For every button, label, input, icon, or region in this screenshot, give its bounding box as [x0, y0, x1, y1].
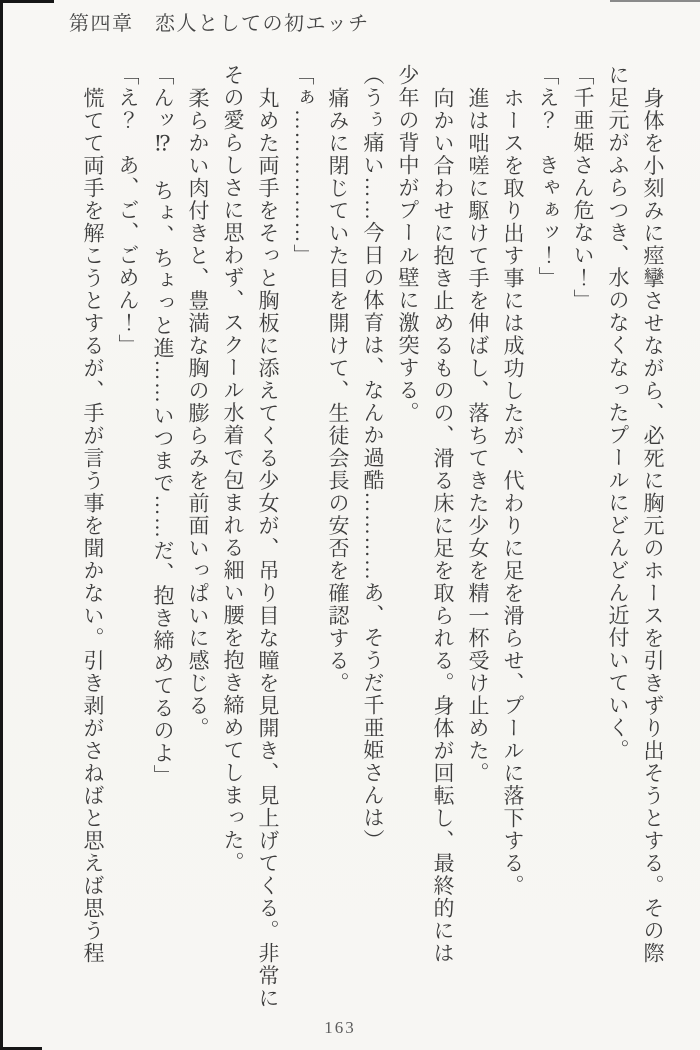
text-column: 丸めた両手をそっと胸板に添えてくる少女が、吊り目な瞳を見開き、見上げてくる。非常に: [256, 87, 280, 1010]
text-column: 少年の背中がプール壁に激突する。: [396, 64, 420, 424]
text-column: その愛らしさに思わず、スクール水着で包まれる細い腰を抱き締めてしまった。: [221, 64, 245, 874]
page-number: 163: [324, 1018, 356, 1037]
scan-edge-artifact-left: [0, 0, 3, 1050]
text-column: 痛みに閉じていた目を開けて、生徒会長の安否を確認する。: [326, 87, 350, 695]
text-column: 向かい合わせに抱き止めるものの、滑る床に足を取られる。身体が回転し、最終的には: [431, 87, 455, 965]
text-column: 「んッ⁉ ちょ、ちょっと進……いつまで……だ、抱き締めてるのよ」: [151, 64, 175, 787]
scan-edge-artifact-top-left: [0, 0, 54, 3]
text-column: ホースを取り出す事には成功したが、代わりに足を滑らせ、プールに落下する。: [501, 87, 525, 897]
text-column: 身体を小刻みに痙攣させながら、必死に胸元のホースを引きずり出そうとする。その際: [641, 87, 665, 965]
chapter-header: 第四章 恋人としての初エッチ: [69, 13, 370, 35]
text-column: 柔らかい肉付きと、豊満な胸の膨らみを前面いっぱいに感じる。: [186, 87, 210, 740]
text-column: 「え？ あ、ご、ごめん！」: [116, 64, 140, 357]
text-column: 慌てて両手を解こうとするが、手が言う事を聞かない。引き剥がさねばと思えば思う程: [81, 87, 105, 965]
text-column: （うぅ痛い……今日の体育は、なんか過酷…………あ、そうだ千亜姫さんは）: [361, 64, 385, 852]
body-text: [75, 64, 670, 1014]
text-column: に足元がふらつき、水のなくなったプールにどんどん近付いていく。: [606, 64, 630, 762]
text-column: 進は咄嗟に駆けて手を伸ばし、落ちてきた少女を精一杯受け止めた。: [466, 87, 490, 785]
text-column: 「ぁ………………」: [291, 64, 315, 267]
text-column: 「え？ きゃぁッ！」: [536, 64, 560, 289]
text-column: 「千亜姫さん危ない！」: [571, 64, 595, 312]
scan-edge-artifact-top-right: [610, 0, 700, 2]
